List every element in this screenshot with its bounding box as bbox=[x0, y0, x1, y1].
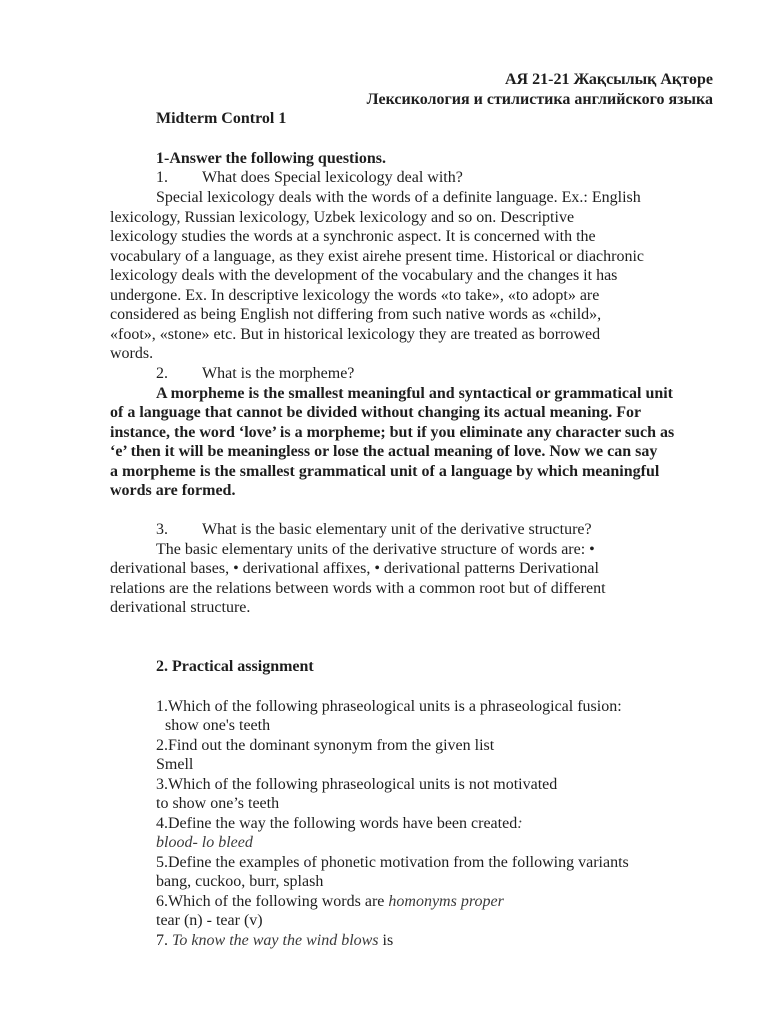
answer-line: vocabulary of a language, as they exist airehe present time. Historical or diachronic bbox=[110, 248, 645, 265]
answer-line: derivational structure. bbox=[110, 599, 251, 616]
answer-line: undergone. Ex. In descriptive lexicology the words «to take», «to adopt» are bbox=[110, 287, 600, 304]
section1-heading: 1-Answer the following questions. bbox=[156, 150, 386, 167]
answer-line: relations are the relations between words with a common root but of different bbox=[110, 580, 606, 597]
question-text: 4.Define the way the following words have been created bbox=[156, 815, 518, 832]
question-text: 6.Which of the following words are bbox=[156, 893, 389, 910]
answer-line: A morpheme is the smallest meaningful and syntactical or grammatical unit bbox=[156, 385, 674, 402]
question-2 bbox=[156, 364, 354, 383]
question-number: 7. bbox=[156, 932, 172, 949]
answer-line: lexicology, Russian lexicology, Uzbek lexicology and so on. Descriptive bbox=[110, 209, 575, 226]
question-3 bbox=[156, 520, 592, 539]
question-number: 3. bbox=[156, 521, 168, 538]
practical-question-3: 3.Which of the following phraseological units is not motivated bbox=[156, 776, 558, 793]
student-header: АЯ 21-21 Жақсылық Ақтөре bbox=[505, 71, 713, 88]
practical-question-5: 5.Define the examples of phonetic motivation from the following variants bbox=[156, 854, 629, 871]
answer-line: considered as being English not differing from such native words as «child», bbox=[110, 306, 602, 323]
answer-line: lexicology deals with the development of the vocabulary and the changes it has bbox=[110, 267, 618, 284]
practical-question-1: 1.Which of the following phraseological units is a phraseological fusion: bbox=[156, 698, 622, 715]
question-text: is bbox=[378, 932, 394, 949]
practical-question-6 bbox=[156, 892, 504, 911]
page-title: Midterm Control 1 bbox=[156, 110, 287, 127]
question-number: 2. bbox=[156, 365, 168, 382]
practical-answer-6: tear (n) - tear (v) bbox=[156, 912, 263, 929]
question-emphasis: To know the way the wind blows bbox=[172, 932, 379, 949]
answer-line: a morpheme is the smallest grammatical unit of a language by which meaningful bbox=[110, 463, 660, 480]
question-number: 1. bbox=[156, 169, 168, 186]
practical-answer-4: blood- lo bleed bbox=[156, 834, 253, 851]
practical-answer-2: Smell bbox=[156, 756, 194, 773]
practical-question-4 bbox=[156, 814, 523, 833]
question-1 bbox=[156, 168, 463, 187]
question-text: What does Special lexicology deal with? bbox=[202, 169, 463, 186]
question-text: What is the basic elementary unit of the derivative structure? bbox=[202, 521, 592, 538]
answer-line: ‘e’ then it will be meaningless or lose the actual meaning of love. Now we can say bbox=[110, 443, 658, 460]
practical-question-2: 2.Find out the dominant synonym from the given list bbox=[156, 737, 495, 754]
practical-answer-1: show one's teeth bbox=[165, 717, 271, 734]
practical-answer-3: to show one’s teeth bbox=[156, 795, 280, 812]
answer-line: words are formed. bbox=[110, 482, 236, 499]
answer-line: words. bbox=[110, 345, 154, 362]
answer-line: Special lexicology deals with the words of a definite language. Ex.: English bbox=[156, 189, 641, 206]
answer-line: of a language that cannot be divided without changing its actual meaning. For bbox=[110, 404, 642, 421]
practical-question-7 bbox=[156, 931, 393, 950]
section2-heading: 2. Practical assignment bbox=[156, 658, 314, 675]
course-header: Лексикология и стилистика английского языка bbox=[366, 91, 713, 108]
answer-line: «foot», «stone» etc. But in historical lexicology they are treated as borrowed bbox=[110, 326, 601, 343]
question-text: What is the morpheme? bbox=[202, 365, 355, 382]
answer-line: lexicology studies the words at a synchronic aspect. It is concerned with the bbox=[110, 228, 596, 245]
answer-line: The basic elementary units of the derivative structure of words are: • bbox=[156, 541, 595, 558]
answer-line: derivational bases, • derivational affixes, • derivational patterns Derivational bbox=[110, 560, 599, 577]
practical-answer-5: bang, cuckoo, burr, splash bbox=[156, 873, 324, 890]
answer-line: instance, the word ‘love’ is a morpheme; but if you eliminate any character such as bbox=[110, 424, 675, 441]
question-colon: : bbox=[517, 815, 523, 832]
question-emphasis: homonyms proper bbox=[388, 893, 504, 910]
